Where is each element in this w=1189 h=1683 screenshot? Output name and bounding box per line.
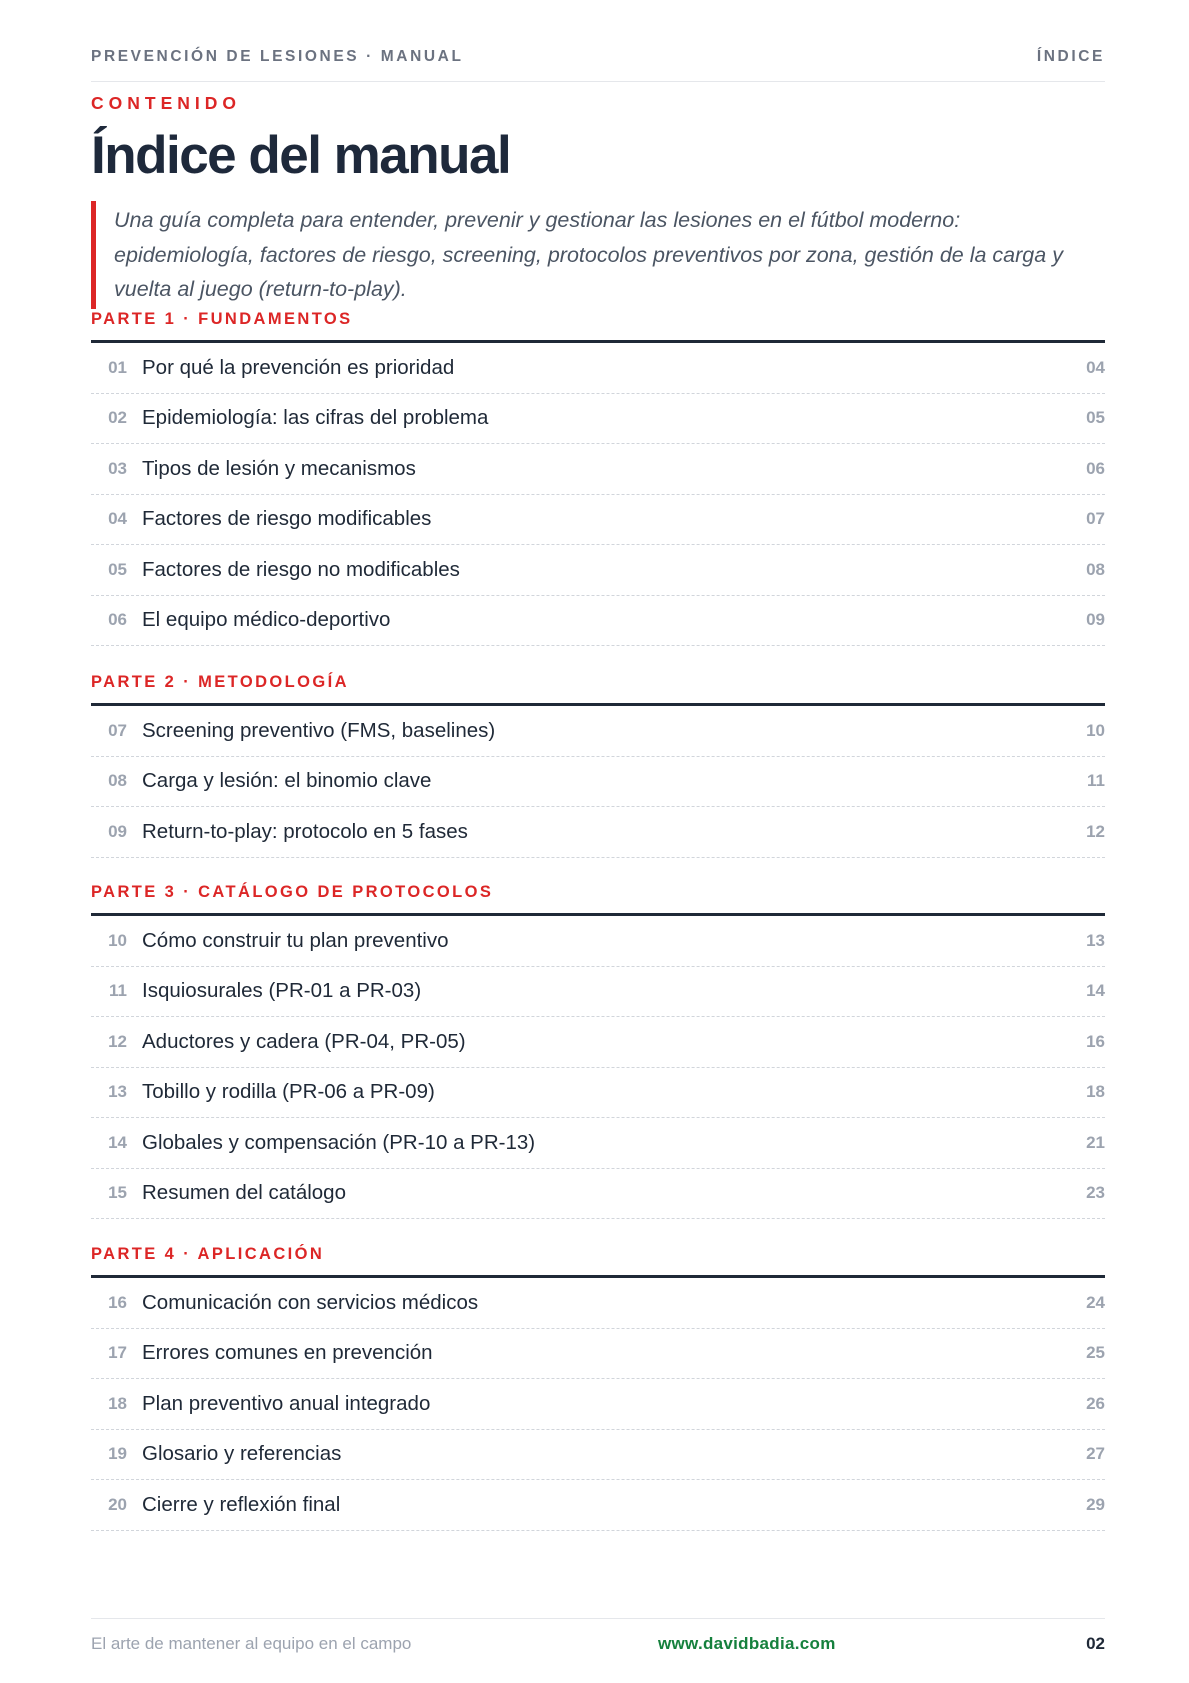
header-divider (91, 81, 1105, 82)
part-title: PARTE 3 · CATÁLOGO DE PROTOCOLOS (91, 883, 494, 901)
entry-page-number: 13 (1086, 930, 1105, 950)
footer-website-link[interactable]: www.davidbadia.com (658, 1634, 836, 1653)
toc-entry[interactable] (91, 1430, 1105, 1481)
toc-entry[interactable] (91, 916, 1105, 967)
entry-page-number: 10 (1086, 720, 1105, 740)
entry-number: 03 (108, 458, 127, 478)
entry-page-number: 14 (1086, 981, 1105, 1001)
entry-number: 11 (109, 981, 127, 1001)
entry-number: 19 (108, 1444, 127, 1464)
entry-page-number: 07 (1086, 509, 1105, 529)
toc-entry[interactable] (91, 1379, 1105, 1430)
entry-number: 20 (108, 1494, 127, 1514)
part-title: PARTE 4 · APLICACIÓN (91, 1245, 325, 1263)
toc-entry[interactable] (91, 1068, 1105, 1119)
toc-entry[interactable] (91, 596, 1105, 647)
toc-entry[interactable] (91, 1169, 1105, 1220)
entry-number: 14 (108, 1132, 127, 1152)
entry-number: 12 (108, 1031, 127, 1051)
toc-part-4 (91, 1242, 1105, 1531)
entry-title: Glosario y referencias (142, 1442, 342, 1466)
entry-title: Screening preventivo (FMS, baselines) (142, 718, 496, 742)
entry-page-number: 09 (1086, 610, 1105, 630)
toc-part-2 (91, 670, 1105, 858)
entry-page-number: 12 (1086, 821, 1105, 841)
entry-number: 09 (108, 821, 127, 841)
entry-page-number: 25 (1086, 1343, 1105, 1363)
toc-entry[interactable] (91, 545, 1105, 596)
entry-number: 05 (108, 559, 127, 579)
entry-number: 07 (108, 720, 127, 740)
toc-entry[interactable] (91, 394, 1105, 445)
part-title: PARTE 1 · FUNDAMENTOS (91, 310, 353, 328)
footer-divider (91, 1618, 1105, 1619)
entry-title: Aductores y cadera (PR-04, PR-05) (142, 1029, 466, 1053)
footer-tagline: El arte de mantener al equipo en el campo (91, 1634, 412, 1653)
entry-number: 17 (108, 1343, 127, 1363)
eyebrow-label: CONTENIDO (91, 93, 241, 113)
entry-title: Globales y compensación (PR-10 a PR-13) (142, 1130, 536, 1154)
entry-page-number: 18 (1086, 1082, 1105, 1102)
toc-entry[interactable] (91, 967, 1105, 1018)
entry-page-number: 21 (1086, 1132, 1105, 1152)
document-page (91, 0, 1105, 1683)
entry-page-number: 11 (1087, 771, 1105, 791)
entry-title: Cómo construir tu plan preventivo (142, 928, 449, 952)
entry-number: 18 (108, 1393, 127, 1413)
entry-title: Comunicación con servicios médicos (142, 1290, 479, 1314)
entry-number: 02 (108, 408, 127, 428)
page-title: Índice del manual (91, 126, 511, 185)
entry-page-number: 16 (1086, 1031, 1105, 1051)
toc-entry[interactable] (91, 1278, 1105, 1329)
header-section-label: PREVENCIÓN DE LESIONES · MANUAL (91, 48, 464, 65)
lead-paragraph: Una guía completa para entender, prevenir y gestionar las lesiones en el fútbol moderno: epidemiología, factores de riesgo, screening, protocolos preventivos por zona, gestión de la carga y vuelta al juego (return-to-play). (91, 201, 1105, 309)
footer-page-number: 02 (1086, 1634, 1105, 1653)
part-title: PARTE 2 · METODOLOGÍA (91, 673, 349, 691)
entry-title: Resumen del catálogo (142, 1181, 346, 1205)
entry-number: 06 (108, 610, 127, 630)
entry-title: Return-to-play: protocolo en 5 fases (142, 819, 468, 843)
entry-number: 04 (108, 509, 127, 529)
toc-entry[interactable] (91, 807, 1105, 858)
toc-part-1 (91, 307, 1105, 646)
toc-entry[interactable] (91, 343, 1105, 394)
toc-entry[interactable] (91, 495, 1105, 546)
entry-title: Factores de riesgo no modificables (142, 557, 460, 581)
entry-title: Cierre y reflexión final (142, 1492, 341, 1516)
toc-entry[interactable] (91, 1017, 1105, 1068)
toc-entry[interactable] (91, 757, 1105, 808)
toc-entry[interactable] (91, 706, 1105, 757)
entry-title: Factores de riesgo modificables (142, 507, 432, 531)
entry-page-number: 24 (1086, 1292, 1105, 1312)
entry-title: El equipo médico-deportivo (142, 608, 391, 632)
entry-page-number: 08 (1086, 559, 1105, 579)
entry-page-number: 27 (1086, 1444, 1105, 1464)
entry-page-number: 04 (1086, 357, 1105, 377)
entry-number: 01 (108, 357, 127, 377)
entry-title: Isquiosurales (PR-01 a PR-03) (142, 979, 422, 1003)
entry-title: Errores comunes en prevención (142, 1341, 433, 1365)
page-footer (91, 1632, 1105, 1656)
entry-number: 15 (108, 1183, 127, 1203)
header-page-label: ÍNDICE (1036, 48, 1105, 65)
entry-page-number: 26 (1086, 1393, 1105, 1413)
entry-number: 10 (108, 930, 127, 950)
entry-page-number: 23 (1086, 1183, 1105, 1203)
toc-part-3 (91, 880, 1105, 1219)
entry-title: Tipos de lesión y mecanismos (142, 456, 416, 480)
entry-number: 16 (108, 1292, 127, 1312)
entry-page-number: 05 (1086, 408, 1105, 428)
toc-entry[interactable] (91, 1329, 1105, 1380)
entry-number: 08 (108, 771, 127, 791)
toc-entry[interactable] (91, 1480, 1105, 1531)
toc-entry[interactable] (91, 1118, 1105, 1169)
entry-page-number: 06 (1086, 458, 1105, 478)
running-header (91, 48, 1105, 66)
entry-title: Por qué la prevención es prioridad (142, 355, 455, 379)
entry-number: 13 (108, 1082, 127, 1102)
entry-title: Tobillo y rodilla (PR-06 a PR-09) (142, 1080, 435, 1104)
entry-page-number: 29 (1086, 1494, 1105, 1514)
entry-title: Epidemiología: las cifras del problema (142, 406, 489, 430)
toc-entry[interactable] (91, 444, 1105, 495)
entry-title: Carga y lesión: el binomio clave (142, 769, 432, 793)
entry-title: Plan preventivo anual integrado (142, 1391, 431, 1415)
